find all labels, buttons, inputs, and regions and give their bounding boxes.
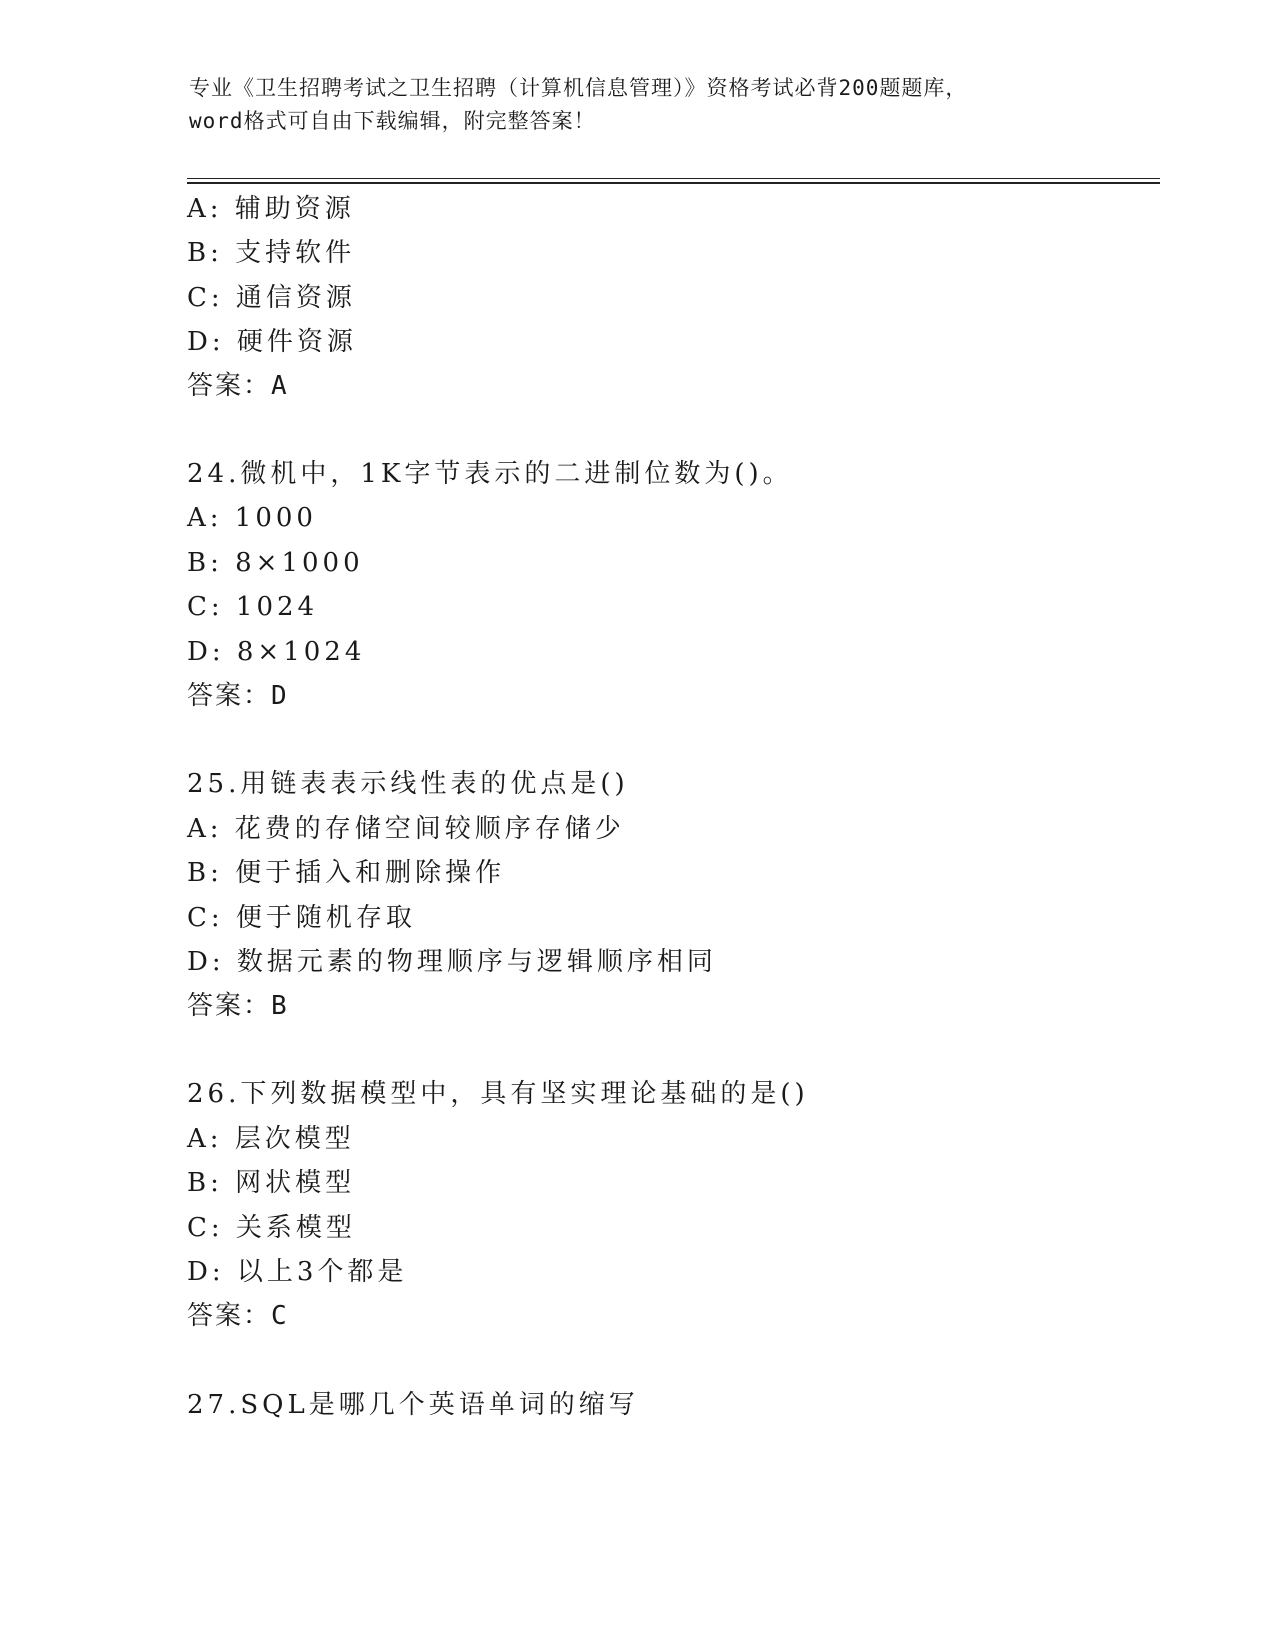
answer-value: C (271, 1301, 289, 1331)
question-stem-27: 27.SQL是哪几个英语单词的缩写 (187, 1390, 639, 1420)
answer-label: 答案： (187, 681, 272, 711)
option-d: D: 硬件资源 (187, 327, 357, 357)
header-line-1: 专业《卫生招聘考试之卫生招聘（计算机信息管理）》资格考试必背200题题库， (189, 76, 968, 100)
option-d: D: 8×1024 (187, 637, 366, 667)
answer-value: D (271, 681, 289, 711)
question-stem-26: 26.下列数据模型中，具有坚实理论基础的是() (187, 1079, 809, 1109)
header-divider-bottom (187, 182, 1160, 184)
answer-label: 答案： (187, 991, 272, 1021)
answer-label: 答案： (187, 371, 272, 401)
option-c: C: 关系模型 (187, 1213, 356, 1243)
option-b: B: 网状模型 (187, 1168, 356, 1198)
answer-value: B (271, 991, 289, 1021)
option-b: B: 便于插入和删除操作 (187, 858, 506, 888)
option-c: C: 1024 (187, 592, 319, 622)
option-b: B: 支持软件 (187, 238, 356, 268)
question-stem-25: 25.用链表表示线性表的优点是() (187, 769, 629, 799)
answer-line (187, 990, 289, 1022)
header-divider-top (187, 178, 1160, 179)
option-a: A: 1000 (187, 503, 317, 533)
answer-line (187, 1300, 289, 1332)
answer-line (187, 680, 289, 712)
option-a: A: 层次模型 (187, 1124, 355, 1154)
option-d: D: 以上3个都是 (187, 1257, 408, 1287)
answer-line (187, 370, 289, 402)
option-d: D: 数据元素的物理顺序与逻辑顺序相同 (187, 947, 717, 977)
option-b: B: 8×1000 (187, 548, 364, 578)
option-a: A: 花费的存储空间较顺序存储少 (187, 814, 625, 844)
option-c: C: 便于随机存取 (187, 903, 416, 933)
answer-label: 答案： (187, 1301, 272, 1331)
option-a: A: 辅助资源 (187, 194, 355, 224)
header-line-2: word格式可自由下载编辑，附完整答案！ (189, 109, 596, 133)
option-c: C: 通信资源 (187, 283, 356, 313)
document-header (189, 72, 1089, 138)
question-stem-24: 24.微机中，1K字节表示的二进制位数为()。 (187, 459, 793, 489)
answer-value: A (271, 371, 289, 401)
